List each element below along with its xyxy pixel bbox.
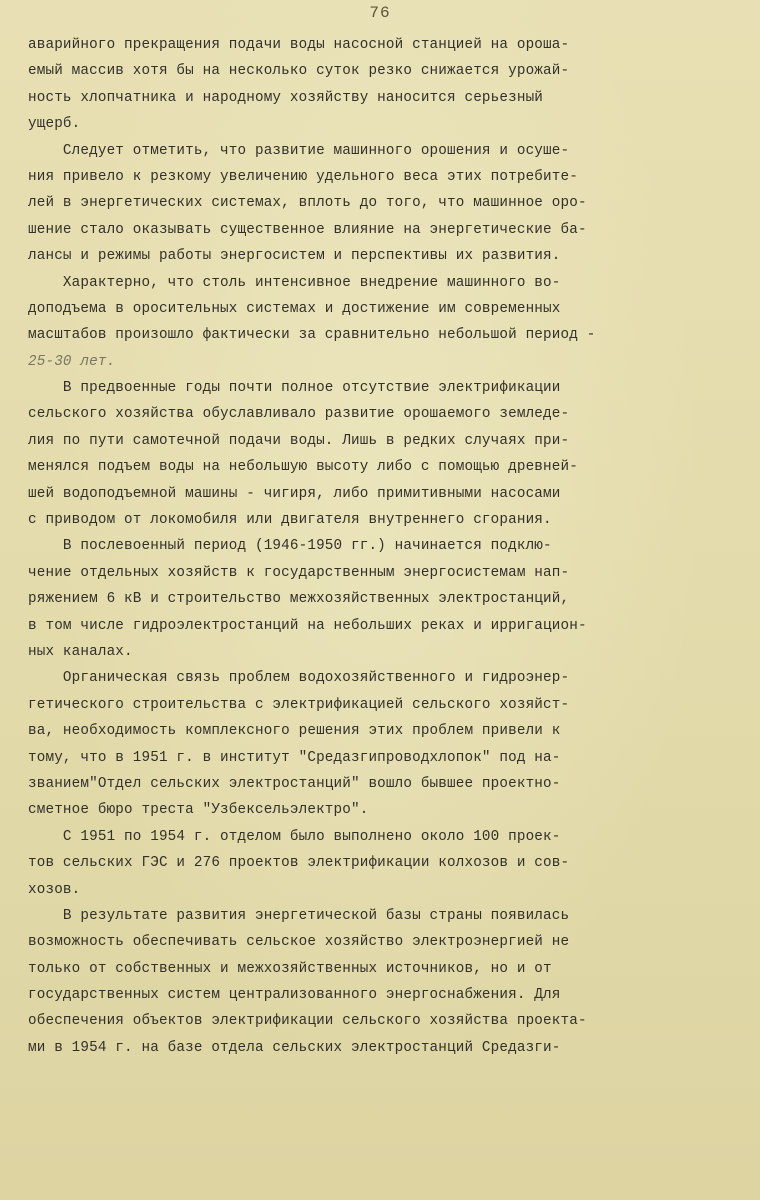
text-line: доподъема в оросительных системах и достижение им современных bbox=[28, 300, 561, 317]
text-line: тов сельских ГЭС и 276 проектов электрификации колхозов и сов- bbox=[28, 855, 570, 872]
paragraph bbox=[28, 903, 728, 1061]
text-line: только от собственных и межхозяйственных источников, но и от bbox=[28, 960, 552, 977]
paragraph bbox=[28, 533, 728, 665]
text-line: гетического строительства с электрификацией сельского хозяйст- bbox=[28, 696, 570, 713]
text-line: В предвоенные годы почти полное отсутствие электрификации bbox=[28, 380, 561, 397]
text-line: 25-30 лет. bbox=[28, 353, 116, 370]
text-line: государственных систем централизованного энергоснабжения. Для bbox=[28, 987, 561, 1004]
paragraph bbox=[28, 665, 728, 823]
text-line: хозов. bbox=[28, 881, 81, 898]
text-line: ущерб. bbox=[28, 116, 81, 133]
text-line: ва, необходимость комплексного решения этих проблем привели к bbox=[28, 723, 561, 740]
text-line: Следует отметить, что развитие машинного орошения и осуше- bbox=[28, 142, 570, 159]
text-line: Органическая связь проблем водохозяйственного и гидроэнер- bbox=[28, 670, 570, 687]
text-line: аварийного прекращения подачи воды насосной станцией на ороша- bbox=[28, 37, 570, 53]
text-line: чение отдельных хозяйств к государственным энергосистемам нап- bbox=[28, 564, 570, 581]
text-line: сельского хозяйства обуславливало развитие орошаемого земледе- bbox=[28, 406, 570, 423]
text-line: тому, что в 1951 г. в институт "Средазгипроводхлопок" под на- bbox=[28, 749, 561, 766]
text-line: обеспечения объектов электрификации сельского хозяйства проекта- bbox=[28, 1013, 587, 1030]
text-line: лансы и режимы работы энергосистем и перспективы их развития. bbox=[28, 248, 561, 265]
paragraph bbox=[28, 824, 728, 903]
paragraph bbox=[28, 375, 728, 533]
text-line: менялся подъем воды на небольшую высоту либо с помощью древней- bbox=[28, 459, 578, 476]
text-line: ных каналах. bbox=[28, 643, 133, 660]
paragraph bbox=[28, 138, 728, 270]
typed-text-body bbox=[28, 32, 728, 1061]
text-line: ния привело к резкому увеличению удельного веса этих потребите- bbox=[28, 168, 578, 185]
text-line: В результате развития энергетической базы страны появилась bbox=[28, 907, 570, 924]
paragraph bbox=[28, 270, 728, 376]
text-line: ряжением 6 кВ и строительство межхозяйственных электростанций, bbox=[28, 591, 570, 608]
text-line: в том числе гидроэлектростанций на небольших реках и ирригацион- bbox=[28, 617, 587, 634]
text-line: лей в энергетических системах, вплоть до того, что машинное оро- bbox=[28, 195, 587, 212]
text-line: с приводом от локомобиля или двигателя внутреннего сгорания. bbox=[28, 512, 552, 529]
text-line: Характерно, что столь интенсивное внедрение машинного во- bbox=[28, 274, 561, 291]
text-line: шение стало оказывать существенное влияние на энергетические ба- bbox=[28, 221, 587, 238]
text-line: ность хлопчатника и народному хозяйству наносится серьезный bbox=[28, 89, 544, 106]
text-line: шей водоподъемной машины - чигиря, либо примитивными насосами bbox=[28, 485, 561, 502]
text-line: возможность обеспечивать сельское хозяйство электроэнергией не bbox=[28, 934, 570, 951]
text-line: масштабов произошло фактически за сравнительно небольшой период - bbox=[28, 327, 596, 344]
text-line: С 1951 по 1954 г. отделом было выполнено около 100 проек- bbox=[28, 828, 561, 845]
text-line: лия по пути самотечной подачи воды. Лишь в редких случаях при- bbox=[28, 432, 570, 449]
text-line: сметное бюро треста "Узбексельэлектро". bbox=[28, 802, 369, 819]
text-line: емый массив хотя бы на несколько суток резко снижается урожай- bbox=[28, 63, 570, 80]
page-number: 76 bbox=[369, 4, 391, 22]
text-line: званием"Отдел сельских электростанций" вошло бывшее проектно- bbox=[28, 775, 561, 792]
paragraph bbox=[28, 32, 728, 138]
text-line: ми в 1954 г. на базе отдела сельских электростанций Средазги- bbox=[28, 1039, 561, 1056]
text-line: В послевоенный период (1946-1950 гг.) начинается подклю- bbox=[28, 538, 552, 555]
